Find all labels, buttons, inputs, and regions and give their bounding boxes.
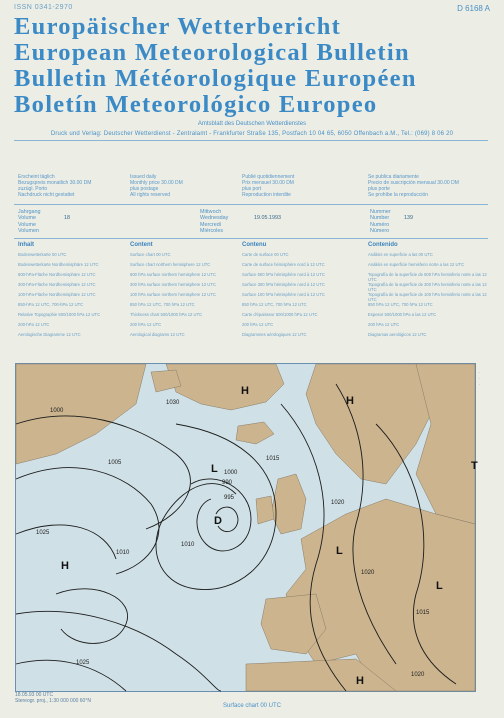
title-english: European Meteorological Bulletin <box>14 39 410 66</box>
pressure-center-label: T <box>471 460 478 472</box>
contents-item: Surface 300 hPa hémisphère nord à 12 UTC <box>242 282 325 287</box>
isobar-label: 1020 <box>411 672 425 678</box>
contents-item: 200 hPa 12 UTC <box>130 322 162 327</box>
map-projection: Stereogr. proj., 1:30 000 000 60°N <box>15 698 91 704</box>
contents-item: Carte de surface hémisphère nord à 12 UTC <box>242 262 325 267</box>
isobar-label: 1010 <box>181 542 195 548</box>
contents-item: Bodenwetterkarte 00 UTC <box>18 252 67 257</box>
day-labels: Mittwoch Wednesday Mercredi Miércoles <box>200 209 229 235</box>
contents-item: Surface 500 hPa hémisphère nord à 12 UTC <box>242 272 325 277</box>
contents-item: Diagramas aerológicos 12 UTC <box>368 332 427 337</box>
contents-item: 500-hPa-Fläche Nordhemisphäre 12 UTC <box>18 272 96 277</box>
pressure-center-label: H <box>356 675 364 687</box>
title-block <box>14 14 494 118</box>
pubinfo-spanish: Se publica diariamente Precio de suscripción mensual 30.00 DM plus porte Se prohíbe la reproducción <box>368 174 459 198</box>
contents-item: 850 hPa 12 UTC, 700 hPa 12 UTC <box>242 302 307 307</box>
isobar-label: 1025 <box>36 530 50 536</box>
title-spanish: Boletín Meteorológico Europeo <box>14 91 378 118</box>
contents-item: 200-hPa 12 UTC <box>18 322 50 327</box>
isobar-label: 995 <box>224 495 235 501</box>
contents-item: 500 hPa surface northern hemisphere 12 UTC <box>130 272 216 277</box>
pressure-center-label: H <box>346 395 354 407</box>
divider <box>14 238 488 239</box>
isobar-label: 1010 <box>116 550 130 556</box>
title-french: Bulletin Météorologique Européen <box>14 65 417 92</box>
pressure-center-label: H <box>241 385 249 397</box>
contents-item: 300-hPa-Fläche Nordhemisphäre 12 UTC <box>18 282 96 287</box>
contents-item: Topografía de la superficie de 500 hPa hemisferio norte a las 12 UTC <box>368 272 487 282</box>
contents-item: Bodenwetterkarte Nordhemisphäre 12 UTC <box>18 262 99 267</box>
contents-heading-spanish: Contenido <box>368 242 398 248</box>
isobar-label: 1005 <box>108 460 122 466</box>
pressure-center-label: L <box>211 463 218 475</box>
contents-item: Thickness chart 500/1000 hPa 12 UTC <box>130 312 203 317</box>
contents-item: 100 hPa surface northern hemisphere 12 UTC <box>130 292 216 297</box>
contents-item: Topografía de la superficie de 100 hPa hemisferio norte a las 12 UTC <box>368 292 487 302</box>
contents-item: 850-hPa 12 UTC, 700-hPa 12 UTC <box>18 302 84 307</box>
contents-item: 300 hPa surface northern hemisphere 12 UTC <box>130 282 216 287</box>
contents-item: Surface 100 hPa hémisphère nord à 12 UTC <box>242 292 325 297</box>
contents-item: Análisis en superficie hemisferio norte a las 12 UTC <box>368 262 465 267</box>
contents-item: Topografía de la superficie de 300 hPa hemisferio norte a las 12 UTC <box>368 282 487 292</box>
contents-heading-french: Contenu <box>242 242 267 248</box>
contents-item: 850 hPa 12 UTC, 700 hPa 12 UTC <box>130 302 195 307</box>
contents-item: 850 hPa 12 UTC, 700 hPa 12 UTC <box>368 302 433 307</box>
contents-heading-english: Content <box>130 242 153 248</box>
issue-number: 139 <box>404 215 413 221</box>
map-timestamp: 18.05.93 00 UTC <box>15 692 54 698</box>
contents-item: 200 hPa 12 UTC <box>242 322 274 327</box>
contents-item: Relative Topographie 500/1000 hPa 12 UTC <box>18 312 101 317</box>
contents-item: Espesor 500/1000 hPa a las 12 UTC <box>368 312 437 317</box>
isobar-label: 1030 <box>166 400 180 406</box>
pressure-center-label: H <box>61 560 69 572</box>
pubinfo-french: Publié quotidiennement Prix mensuel 30.00 DM plus port Reproduction interdite <box>242 174 295 198</box>
contents-heading-german: Inhalt <box>18 242 34 248</box>
pubinfo-german: Erscheint täglich Bezugspreis monatlich 30.00 DM zuzügl. Porto Nachdruck nicht gestattet <box>18 174 92 198</box>
isobar-label: 1020 <box>331 500 345 506</box>
pressure-center-label: L <box>436 580 443 592</box>
divider <box>14 140 488 141</box>
pressure-center-label: D <box>214 515 222 527</box>
issn-label: ISSN 0341-2970 <box>14 4 73 11</box>
publisher-line: Druck und Verlag: Deutscher Wetterdienst - Zentralamt - Frankfurter Straße 135, Postfach 10 04 65, 6050 Offenbach a.M., Tel.: (069) 8 06 20 <box>50 131 454 137</box>
pubinfo-english: Issued daily Monthly price 30.00 DM plus postage All rights reserved <box>130 174 183 198</box>
isobar-label: 1015 <box>416 610 430 616</box>
contents-item: 200 hPa 12 UTC <box>368 322 400 327</box>
isobar-label: 1025 <box>76 660 90 666</box>
contents-item: Aerological diagrams 12 UTC <box>130 332 185 337</box>
isobar-label: 1000 <box>50 408 64 414</box>
surface-chart-map <box>15 363 476 692</box>
contents-item: Carte d'épaisseur 500/1000 hPa 12 UTC <box>242 312 318 317</box>
isobar-label: 1015 <box>266 456 280 462</box>
contents-item: 100-hPa-Fläche Nordhemisphäre 12 UTC <box>18 292 96 297</box>
isobar-label: 1000 <box>224 470 238 476</box>
map-side-marks: · · · <box>479 370 481 388</box>
isobar-label: 1020 <box>361 570 375 576</box>
document-number: D 6168 A <box>457 4 490 13</box>
contents-item: Aerologische Diagramme 12 UTC <box>18 332 81 337</box>
contents-item: Carte de surface 00 UTC <box>242 252 289 257</box>
number-labels: Nummer Number Numéro Número <box>370 209 391 235</box>
title-german: Europäischer Wetterbericht <box>14 13 342 40</box>
volume-labels: Jahrgang Volume Volume Volumen <box>18 209 41 235</box>
weather-map <box>16 364 478 691</box>
map-caption: Surface chart 00 UTC <box>222 703 282 709</box>
divider <box>14 204 488 205</box>
contents-item: Diagrammes aérologiques 12 UTC <box>242 332 307 337</box>
pressure-center-label: L <box>336 545 343 557</box>
issue-date: 19.05.1993 <box>254 215 281 221</box>
contents-item: Análisis en superficie a las 00 UTC <box>368 252 433 257</box>
subtitle: Amtsblatt des Deutschen Wetterdienstes <box>197 121 307 127</box>
ireland <box>256 496 274 524</box>
contents-item: Surface chart northern hemisphere 12 UTC <box>130 262 211 267</box>
isobar-label: 990 <box>222 480 233 486</box>
volume-value: 18 <box>64 215 70 221</box>
contents-item: Surface chart 00 UTC <box>130 252 171 257</box>
